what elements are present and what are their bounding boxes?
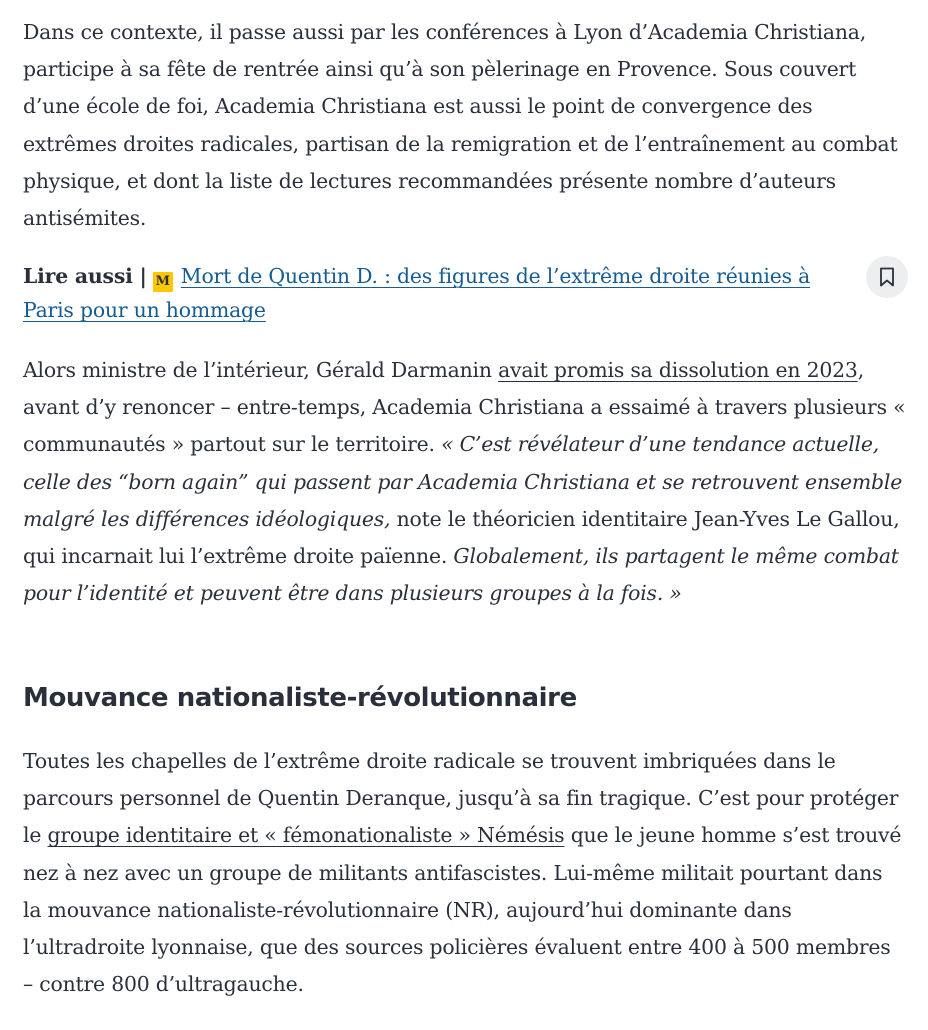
- read-also-label: Lire aussi |: [23, 264, 147, 288]
- section-heading: Mouvance nationaliste-révolutionnaire: [23, 683, 577, 713]
- dissolution-link[interactable]: avait promis sa dissolution en 2023: [498, 358, 858, 382]
- paragraph-text-after-link: , avant d’y renoncer – entre-temps, Academia Christiana a essaimé à travers plusieurs « communautés » partout sur le territoire.: [23, 358, 906, 457]
- bookmark-button[interactable]: [866, 256, 908, 298]
- paragraph-academia-christiana: [23, 14, 903, 237]
- paragraph-text-before-link: Toutes les chapelles de l’extrême droite radicale se trouvent imbriquées dans le parcours personnel de Quentin Deranque, jusqu’à sa fin tragique. C’est pour protéger le: [23, 749, 899, 848]
- quote-identity: Globalement, ils partagent le même combat pour l’identité et peuvent être dans plusieurs groupes à la fois. »: [23, 544, 899, 606]
- paragraph-quentin-deranque: [23, 743, 903, 1003]
- paragraph-text-after-link: que le jeune homme s’est trouvé nez à nez avec un groupe de militants antifascistes. Lui-même militait pourtant dans la mouvance nationaliste-révolutionnaire (NR), aujourd’hui dominante dans l’ultradroite lyonnaise, que des sources policières évaluent entre 400 à 500 membres – contre 800 d’ultragauche.: [23, 823, 902, 997]
- quote-attribution: note le théoricien identitaire Jean-Yves Le Gallou, qui incarnait lui l’extrême droite païenne.: [23, 506, 900, 569]
- bookmark-icon: [879, 267, 895, 287]
- paragraph-text-before-link: Alors ministre de l’intérieur, Gérald Darmanin: [23, 358, 499, 382]
- quote-born-again: « C’est révélateur d’une tendance actuelle, celle des “born again” qui passent par Academia Christiana et se retrouvent ensemble malgré les différences idéologiques,: [23, 432, 903, 531]
- nemesis-link[interactable]: groupe identitaire et « fémonationaliste » Némésis: [47, 823, 565, 848]
- read-also-block: [23, 259, 853, 327]
- premium-badge-icon: M: [153, 272, 173, 292]
- paragraph-darmanin: [23, 352, 913, 612]
- paragraph-text: Dans ce contexte, il passe aussi par les conférences à Lyon d’Academia Christiana, participe à sa fête de rentrée ainsi qu’à son pèlerinage en Provence. Sous couvert d’une école de foi, Academia Christiana est aussi le point de convergence des extrêmes droites radicales, partisan de la remigration et de l’entraînement au combat physique, et dont la liste de lectures recommandées présente nombre d’auteurs antisémites.: [23, 20, 898, 231]
- read-also-link[interactable]: Mort de Quentin D. : des figures de l’extrême droite réunies à Paris pour un hommage: [23, 264, 811, 322]
